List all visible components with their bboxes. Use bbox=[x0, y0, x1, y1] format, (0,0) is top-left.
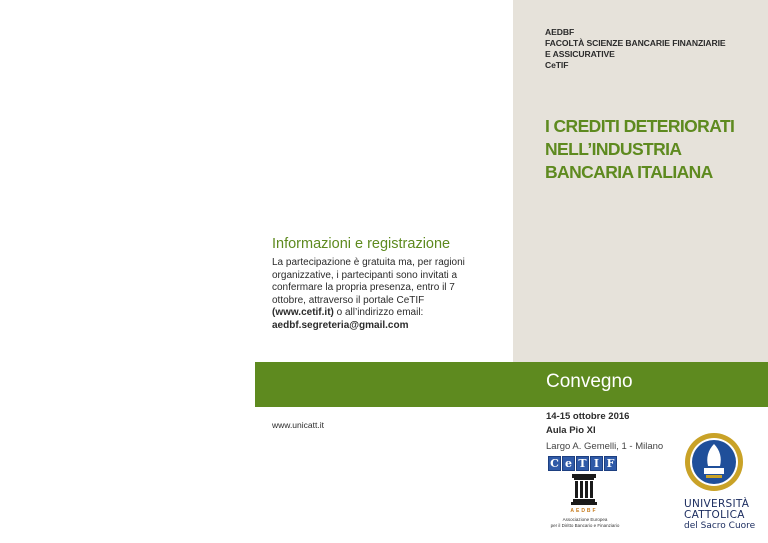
info-line: confermare la propria presenza, entro il 7 bbox=[272, 282, 455, 294]
university-line: CATTOLICA bbox=[684, 509, 745, 521]
title-line: BANCARIA ITALIANA bbox=[545, 162, 713, 182]
event-date: 14-15 ottobre 2016 bbox=[546, 411, 630, 422]
organizer-aedbf: AEDBF bbox=[545, 27, 575, 37]
info-body bbox=[272, 257, 492, 333]
cetif-letter: T bbox=[576, 456, 589, 471]
website-link[interactable]: www.unicatt.it bbox=[272, 420, 324, 430]
info-line: ottobre, attraverso il portale CeTIF bbox=[272, 294, 425, 306]
cetif-letter: I bbox=[590, 456, 603, 471]
organizer-faculty-cont: E ASSICURATIVE bbox=[545, 49, 615, 59]
info-heading: Informazioni e registrazione bbox=[272, 236, 451, 252]
university-line: UNIVERSITÀ bbox=[684, 498, 750, 510]
cetif-logo bbox=[548, 456, 617, 471]
email-address[interactable]: aedbf.segreteria@gmail.com bbox=[272, 319, 409, 331]
aedbf-caption bbox=[543, 517, 627, 529]
title-line: I CREDITI DETERIORATI bbox=[545, 116, 735, 136]
organizer-cetif: CeTIF bbox=[545, 60, 569, 70]
organizers-block bbox=[545, 27, 755, 71]
university-line: del Sacro Cuore bbox=[684, 521, 756, 531]
aedbf-caption-line: Associazione Europea bbox=[562, 517, 608, 522]
convegno-label: Convegno bbox=[546, 371, 633, 392]
info-line-rest: o all’indirizzo email: bbox=[333, 307, 424, 319]
event-room: Aula Pio XI bbox=[546, 425, 596, 436]
email-link[interactable] bbox=[272, 320, 492, 333]
info-line: organizzative, i partecipanti sono invitati a bbox=[272, 269, 458, 281]
cetif-letter: F bbox=[604, 456, 617, 471]
university-wordmark bbox=[684, 499, 755, 532]
event-address: Largo A. Gemelli, 1 - Milano bbox=[546, 441, 664, 452]
event-title bbox=[545, 115, 760, 184]
organizer-faculty: FACOLTÀ SCIENZE BANCARIE FINANZIARIE bbox=[545, 38, 726, 48]
aedbf-caption-line: per il Diritto Bancario e Finanziario bbox=[550, 523, 620, 528]
aedbf-name: AEDBF bbox=[570, 508, 598, 514]
cetif-letter: C bbox=[548, 456, 561, 471]
info-line: La partecipazione è gratuita ma, per ragioni bbox=[272, 257, 465, 268]
title-line: NELL’INDUSTRIA bbox=[545, 139, 682, 159]
info-line bbox=[272, 307, 492, 320]
university-seal-icon bbox=[684, 432, 744, 492]
cetif-letter: e bbox=[562, 456, 575, 471]
cetif-link[interactable]: (www.cetif.it) bbox=[272, 307, 334, 319]
convegno-band bbox=[255, 362, 768, 407]
